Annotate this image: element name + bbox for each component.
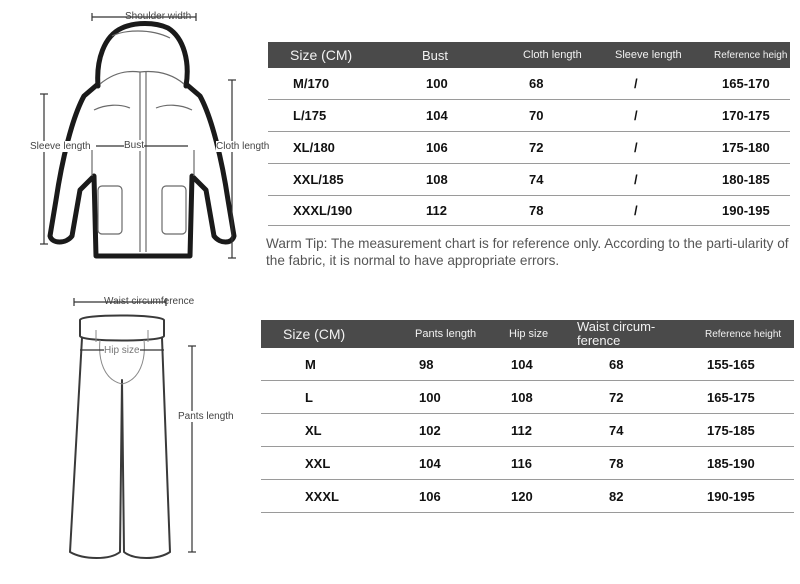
cell-hip-size: 120	[503, 480, 569, 513]
cloth-length-label: Cloth length	[216, 141, 270, 152]
cell-pants-length: 100	[409, 381, 503, 414]
shoulder-width-label: Shoulder width	[125, 11, 192, 22]
pants-length-label: Pants length	[178, 411, 234, 422]
table-row	[261, 480, 794, 513]
cell-pants-length: 98	[409, 348, 503, 381]
cell-waist-circumference: 68	[569, 348, 695, 381]
cell-size: L/175	[268, 100, 406, 132]
jacket-size-table	[268, 42, 790, 226]
sleeve-length-label: Sleeve length	[30, 141, 91, 152]
header-bust: Bust	[406, 42, 523, 68]
cell-reference-height: 180-185	[710, 164, 790, 196]
cell-waist-circumference: 72	[569, 381, 695, 414]
cell-hip-size: 108	[503, 381, 569, 414]
table-row	[268, 132, 790, 164]
table-row	[261, 414, 794, 447]
cell-reference-height: 175-185	[695, 414, 794, 447]
cell-reference-height: 165-175	[695, 381, 794, 414]
cell-size: XL/180	[268, 132, 406, 164]
cell-size: M/170	[268, 68, 406, 100]
cell-waist-circumference: 82	[569, 480, 695, 513]
header-cloth-length: Cloth length	[523, 42, 612, 68]
hip-size-label: Hip size	[104, 345, 140, 356]
cell-waist-circumference: 78	[569, 447, 695, 480]
cell-cloth-length: 70	[523, 100, 612, 132]
cell-pants-length: 102	[409, 414, 503, 447]
cell-sleeve-length: /	[612, 132, 710, 164]
table-row	[261, 381, 794, 414]
table-header-row	[268, 42, 790, 68]
header-size: Size (CM)	[268, 42, 406, 68]
table-row	[268, 100, 790, 132]
cell-hip-size: 104	[503, 348, 569, 381]
cell-reference-height: 155-165	[695, 348, 794, 381]
header-reference-height: Reference height	[695, 320, 794, 348]
bust-label: Bust	[124, 140, 145, 151]
cell-reference-height: 170-175	[710, 100, 790, 132]
cell-pants-length: 104	[409, 447, 503, 480]
cell-cloth-length: 78	[523, 196, 612, 226]
header-sleeve-length: Sleeve length	[612, 42, 710, 68]
warm-tip-text: Warm Tip: The measurement chart is for reference only. According to the parti-ularity of the fabric, it is normal to have appropriate errors.	[266, 236, 789, 268]
cell-cloth-length: 68	[523, 68, 612, 100]
cell-size: L	[261, 381, 409, 414]
header-size: Size (CM)	[261, 320, 409, 348]
pants-illustration	[0, 0, 260, 584]
cell-sleeve-length: /	[612, 68, 710, 100]
pants-size-table	[261, 320, 794, 513]
header-pants-length: Pants length	[409, 320, 503, 348]
cell-cloth-length: 74	[523, 164, 612, 196]
header-waist-circumference: Waist circum-ference	[569, 320, 695, 348]
cell-reference-height: 190-195	[710, 196, 790, 226]
header-hip-size: Hip size	[503, 320, 569, 348]
cell-sleeve-length: /	[612, 196, 710, 226]
table-row	[268, 196, 790, 226]
cell-bust: 106	[406, 132, 523, 164]
table-row	[268, 164, 790, 196]
cell-size: XXL	[261, 447, 409, 480]
cell-reference-height: 185-190	[695, 447, 794, 480]
table-header-row	[261, 320, 794, 348]
table-row	[268, 68, 790, 100]
cell-waist-circumference: 74	[569, 414, 695, 447]
cell-size: XXXL	[261, 480, 409, 513]
cell-cloth-length: 72	[523, 132, 612, 164]
waist-circumference-label: Waist circumference	[104, 296, 195, 307]
cell-reference-height: 165-170	[710, 68, 790, 100]
cell-sleeve-length: /	[612, 164, 710, 196]
cell-reference-height: 175-180	[710, 132, 790, 164]
cell-pants-length: 106	[409, 480, 503, 513]
cell-size: XL	[261, 414, 409, 447]
cell-hip-size: 116	[503, 447, 569, 480]
table-row	[261, 447, 794, 480]
cell-bust: 112	[406, 196, 523, 226]
cell-size: XXXL/190	[268, 196, 406, 226]
cell-reference-height: 190-195	[695, 480, 794, 513]
table-row	[261, 348, 794, 381]
cell-sleeve-length: /	[612, 100, 710, 132]
cell-size: XXL/185	[268, 164, 406, 196]
cell-bust: 104	[406, 100, 523, 132]
header-reference-height: Reference heigh	[710, 42, 790, 68]
cell-bust: 108	[406, 164, 523, 196]
cell-bust: 100	[406, 68, 523, 100]
cell-size: M	[261, 348, 409, 381]
cell-hip-size: 112	[503, 414, 569, 447]
